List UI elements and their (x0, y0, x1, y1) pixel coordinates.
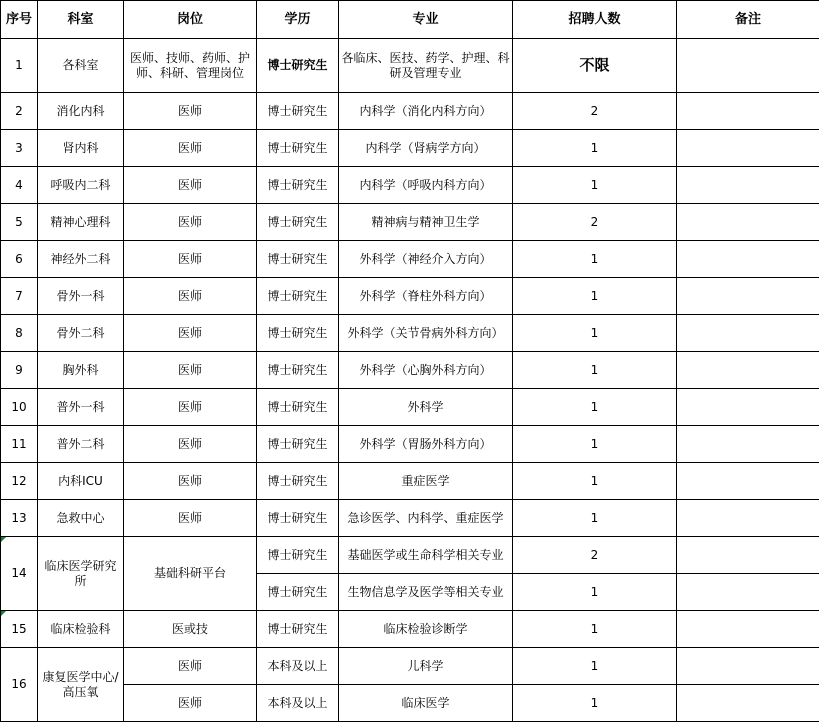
cell-count: 1 (513, 426, 677, 463)
cell-major: 各临床、医技、药学、护理、科研及管理专业 (339, 39, 513, 93)
cell-note (677, 426, 819, 463)
cell-dept: 消化内科 (38, 93, 124, 130)
cell-note (677, 537, 819, 574)
cell-edu: 博士研究生 (257, 611, 339, 648)
cell-dept: 临床检验科 (38, 611, 124, 648)
cell-count: 1 (513, 500, 677, 537)
cell-major: 内科学（消化内科方向） (339, 93, 513, 130)
table-row (1, 204, 819, 241)
cell-edu: 博士研究生 (257, 389, 339, 426)
cell-note (677, 500, 819, 537)
cell-dept: 急救中心 (38, 500, 124, 537)
table-row (1, 315, 819, 352)
cell-dept: 康复医学中心/高压氧 (38, 648, 124, 722)
cell-seq: 6 (1, 241, 38, 278)
cell-major: 急诊医学、内科学、重症医学 (339, 500, 513, 537)
cell-dept: 普外一科 (38, 389, 124, 426)
cell-post: 基础科研平台 (124, 537, 257, 611)
table-row (1, 463, 819, 500)
cell-seq: 14 (1, 537, 38, 611)
cell-seq: 3 (1, 130, 38, 167)
cell-post: 医师 (124, 204, 257, 241)
cell-dept: 神经外二科 (38, 241, 124, 278)
cell-edu: 博士研究生 (257, 241, 339, 278)
cell-edu: 博士研究生 (257, 278, 339, 315)
header-count: 招聘人数 (513, 1, 677, 39)
cell-major: 外科学（脊柱外科方向） (339, 278, 513, 315)
cell-post: 医师 (124, 278, 257, 315)
cell-major: 外科学（关节骨病外科方向） (339, 315, 513, 352)
cell-major: 内科学（肾病学方向） (339, 130, 513, 167)
cell-major: 儿科学 (339, 648, 513, 685)
cell-seq: 10 (1, 389, 38, 426)
cell-dept: 各科室 (38, 39, 124, 93)
table-row (1, 389, 819, 426)
cell-major: 外科学 (339, 389, 513, 426)
cell-count: 不限 (513, 39, 677, 93)
cell-dept: 普外二科 (38, 426, 124, 463)
header-major: 专业 (339, 1, 513, 39)
cell-count: 1 (513, 389, 677, 426)
cell-count: 2 (513, 93, 677, 130)
cell-post: 医师 (124, 389, 257, 426)
header-note: 备注 (677, 1, 819, 39)
cell-seq: 8 (1, 315, 38, 352)
cell-count: 1 (513, 648, 677, 685)
table-row (1, 241, 819, 278)
cell-count: 1 (513, 352, 677, 389)
cell-major: 临床医学 (339, 685, 513, 722)
cell-seq: 4 (1, 167, 38, 204)
cell-count: 1 (513, 130, 677, 167)
cell-count: 1 (513, 685, 677, 722)
cell-edu: 博士研究生 (257, 315, 339, 352)
cell-seq: 12 (1, 463, 38, 500)
cell-edu: 博士研究生 (257, 500, 339, 537)
cell-edu: 本科及以上 (257, 648, 339, 685)
cell-seq: 11 (1, 426, 38, 463)
cell-post: 医师 (124, 685, 257, 722)
cell-major: 外科学（神经介入方向） (339, 241, 513, 278)
cell-post: 医师 (124, 130, 257, 167)
cell-major: 基础医学或生命科学相关专业 (339, 537, 513, 574)
cell-count: 2 (513, 204, 677, 241)
cell-edu: 博士研究生 (257, 167, 339, 204)
cell-dept: 骨外一科 (38, 278, 124, 315)
cell-edu: 博士研究生 (257, 130, 339, 167)
cell-major: 精神病与精神卫生学 (339, 204, 513, 241)
cell-note (677, 130, 819, 167)
cell-note (677, 574, 819, 611)
cell-edu: 博士研究生 (257, 574, 339, 611)
cell-post: 医师 (124, 93, 257, 130)
table-row (1, 537, 819, 574)
cell-seq: 9 (1, 352, 38, 389)
cell-seq: 5 (1, 204, 38, 241)
header-dept: 科室 (38, 1, 124, 39)
cell-major: 重症医学 (339, 463, 513, 500)
table-row (1, 685, 819, 722)
cell-major: 外科学（心胸外科方向） (339, 352, 513, 389)
cell-note (677, 93, 819, 130)
cell-count: 1 (513, 463, 677, 500)
cell-edu: 博士研究生 (257, 537, 339, 574)
header-edu: 学历 (257, 1, 339, 39)
cell-post: 医师 (124, 500, 257, 537)
cell-note (677, 167, 819, 204)
cell-note (677, 685, 819, 722)
cell-major: 临床检验诊断学 (339, 611, 513, 648)
cell-note (677, 463, 819, 500)
cell-post: 医师 (124, 315, 257, 352)
table-row (1, 426, 819, 463)
cell-dept: 临床医学研究所 (38, 537, 124, 611)
table-row (1, 611, 819, 648)
cell-post: 医师 (124, 167, 257, 204)
cell-post: 医师 (124, 241, 257, 278)
cell-edu: 博士研究生 (257, 426, 339, 463)
cell-edu: 本科及以上 (257, 685, 339, 722)
cell-dept: 精神心理科 (38, 204, 124, 241)
cell-seq: 15 (1, 611, 38, 648)
cell-seq: 2 (1, 93, 38, 130)
cell-dept: 胸外科 (38, 352, 124, 389)
table-row (1, 167, 819, 204)
cell-seq: 13 (1, 500, 38, 537)
cell-count: 1 (513, 167, 677, 204)
cell-post: 医师、技师、药师、护师、科研、管理岗位 (124, 39, 257, 93)
cell-post: 医师 (124, 352, 257, 389)
cell-note (677, 352, 819, 389)
cell-major: 生物信息学及医学等相关专业 (339, 574, 513, 611)
cell-note (677, 278, 819, 315)
cell-dept: 内科ICU (38, 463, 124, 500)
cell-dept: 骨外二科 (38, 315, 124, 352)
table-row (1, 352, 819, 389)
table-row (1, 130, 819, 167)
table-row (1, 39, 819, 93)
cell-major: 外科学（胃肠外科方向） (339, 426, 513, 463)
cell-edu: 博士研究生 (257, 93, 339, 130)
cell-dept: 肾内科 (38, 130, 124, 167)
cell-edu: 博士研究生 (257, 463, 339, 500)
cell-seq: 16 (1, 648, 38, 722)
cell-note (677, 204, 819, 241)
table-row (1, 93, 819, 130)
cell-seq: 7 (1, 278, 38, 315)
cell-count: 1 (513, 611, 677, 648)
cell-count: 1 (513, 574, 677, 611)
cell-dept: 呼吸内二科 (38, 167, 124, 204)
cell-count: 1 (513, 241, 677, 278)
cell-count: 2 (513, 537, 677, 574)
table-row (1, 500, 819, 537)
cell-edu: 博士研究生 (257, 39, 339, 93)
header-seq: 序号 (1, 1, 38, 39)
header-post: 岗位 (124, 1, 257, 39)
cell-major: 内科学（呼吸内科方向） (339, 167, 513, 204)
table-row (1, 648, 819, 685)
cell-count: 1 (513, 278, 677, 315)
cell-note (677, 315, 819, 352)
cell-post: 医或技 (124, 611, 257, 648)
cell-edu: 博士研究生 (257, 352, 339, 389)
table-row (1, 278, 819, 315)
cell-post: 医师 (124, 426, 257, 463)
cell-note (677, 648, 819, 685)
cell-note (677, 389, 819, 426)
cell-post: 医师 (124, 463, 257, 500)
cell-edu: 博士研究生 (257, 204, 339, 241)
cell-post: 医师 (124, 648, 257, 685)
cell-note (677, 241, 819, 278)
cell-note (677, 611, 819, 648)
cell-seq: 1 (1, 39, 38, 93)
header-row (1, 1, 819, 39)
cell-note (677, 39, 819, 93)
cell-count: 1 (513, 315, 677, 352)
